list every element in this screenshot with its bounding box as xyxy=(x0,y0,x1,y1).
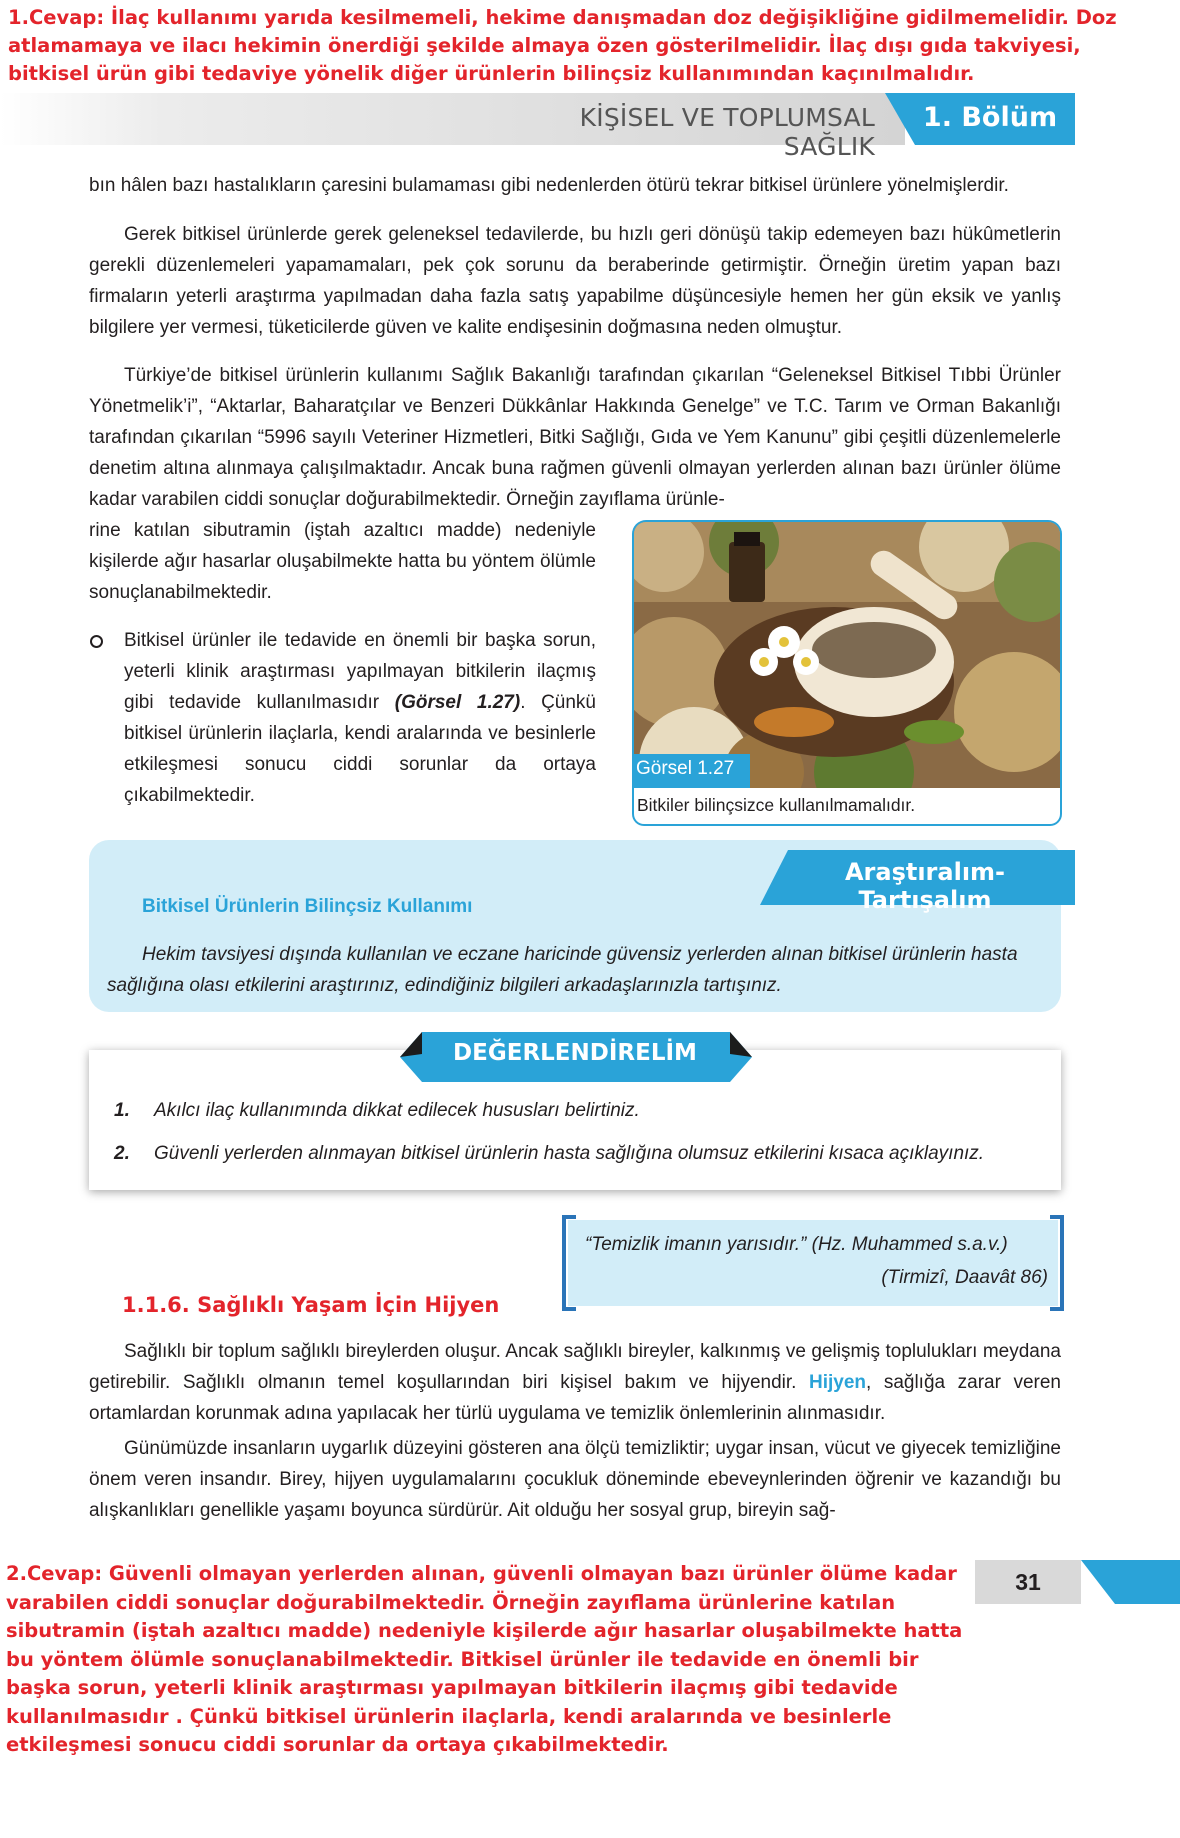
bullet-item xyxy=(89,625,596,811)
evaluation-tab-label: DEĞERLENDİRELİM xyxy=(453,1040,697,1066)
paragraph-1: Gerek bitkisel ürünlerde gerek geleneksel tedavilerde, bu hızlı geri dönüşü takip edemeyen bazı hükûmetlerin gerekli düzenlemeleri yapamamaları, pek çok sorunu da beraberinde getirmiştir. Örneğin üretim yapan bazı firmaların yeterli araştırma yapılmadan daha fazla satış yapabilme düşüncesiyle hemen her gün eksik ve yanlış bilgilere yer vermesi, tüketicilerde güven ve kalite endişesinin doğmasına neden olmuştur. xyxy=(89,224,1061,338)
figure-label: Görsel 1.27 xyxy=(636,758,735,779)
evaluation-item-1-text: Akılcı ilaç kullanımında dikkat edilecek hususları belirtiniz. xyxy=(154,1100,640,1121)
section-paragraph-2: Günümüzde insanların uygarlık düzeyini gösteren ana ölçü temizliktir; uygar insan, vücut ve giyecek temizliğine önem veren insandır. Birey, hijyen uygulamalarını çocukluk döneminde ebeveynlerinden öğrenir ve kazandığı bu alışkanlıkları genellikle yaşamı boyunca sürdürür. Ait olduğu her sosyal grup, bireyin sağ- xyxy=(89,1438,1061,1521)
section-paragraph-1-start: Sağlıklı bir toplum sağlıklı bireylerden oluşur. Ancak sağlıklı bireyler, kalkınmış ve gelişmiş toplulukları meydana getirebilir. Sağlıklı olmanın temel koşullarından biri kişisel bakım ve hijyendir. xyxy=(89,1341,1061,1393)
quote-text: “Temizlik imanın yarısıdır.” (Hz. Muhammed s.a.v.) xyxy=(585,1234,1008,1255)
right-bracket-icon xyxy=(1050,1215,1064,1311)
left-bracket-icon xyxy=(562,1215,576,1311)
quote-box xyxy=(568,1220,1058,1306)
section-heading: 1.1.6. Sağlıklı Yaşam İçin Hijyen xyxy=(122,1293,500,1317)
research-tab-label: Araştıralım-Tartışalım xyxy=(844,858,1006,914)
quote-source: (Tirmizî, Daavât 86) xyxy=(881,1267,1048,1288)
section-paragraph-1-end: , sağlığa zarar veren ortamlardan korunmak adına yapılacak her türlü uygulama ve temizlik önlemlerinin alınmasıdır. xyxy=(89,1372,1061,1424)
bullet-text xyxy=(124,625,596,811)
herbs-mortar-illustration xyxy=(634,522,1062,788)
evaluation-item-2-number: 2. xyxy=(114,1143,130,1164)
page-number: 31 xyxy=(1015,1569,1041,1595)
hollow-circle-bullet-icon xyxy=(90,635,103,648)
figure-caption: Bitkiler bilinçsizce kullanılmamalıdır. xyxy=(632,788,1062,826)
research-text: Hekim tavsiyesi dışında kullanılan ve eczane haricinde güvensiz yerlerden alınan bitkisel ürünlerin hasta sağlığına olası etkilerini araştırınız, edindiğiniz bilgileri arkadaşlarınızla tartışınız. xyxy=(107,944,1018,996)
evaluation-item-2 xyxy=(114,1143,984,1165)
term-hijyen: Hijyen xyxy=(808,1372,866,1393)
paragraph-2: Türkiye’de bitkisel ürünlerin kullanımı Sağlık Bakanlığı tarafından çıkarılan “Geleneksel Bitkisel Tıbbi Ürünler Yönetmelik’i”, “Aktarlar, Baharatçılar ve Benzeri Dükkânlar Hakkında Genelge” ve T.C. Tarım ve Orman Bakanlığı tarafından çıkarılan “5996 sayılı Veteriner Hizmetleri, Bitki Sağlığı, Gıda ve Yem Kanunu” gibi çeşitli düzenlemelerle denetim altına alınmaya çalışılmaktadır. Ancak buna rağmen güvenli olmayan yerlerden alınan bazı ürünler ölüme kadar varabilen ciddi sonuçlar doğurabilmektedir. Örneğin zayıflama ürünle- xyxy=(89,365,1061,510)
paragraph-0: bın hâlen bazı hastalıkların çaresini bulamaması gibi nedenlerden ötürü tekrar bitkisel ürünlere yönelmişlerdir. xyxy=(89,175,1009,196)
figure-reference: (Görsel 1.27) xyxy=(394,692,521,713)
bullet-text-part-2: . Çünkü bitkisel ürünlerin ilaçlarla, kendi aralarında ve besinlerle etkileşmesi sonucu ciddi sorunlar da ortaya çıkabilmektedir. xyxy=(124,692,596,806)
research-title: Bitkisel Ürünlerin Bilinçsiz Kullanımı xyxy=(142,896,473,917)
evaluation-item-2-text: Güvenli yerlerden alınmayan bitkisel ürünlerin hasta sağlığına olumsuz etkilerini kısaca açıklayınız. xyxy=(154,1143,985,1164)
figure-1-27 xyxy=(632,520,1062,826)
herbs-photo xyxy=(632,520,1062,788)
answer-1-text: 1.Cevap: İlaç kullanımı yarıda kesilmemeli, hekime danışmadan doz değişikliğine gidilmemelidir. Doz atlamamaya ve ilacı hekimin önerdiği şekilde almaya özen gösterilmelidir. İlaç dışı gıda takviyesi, bitkisel ürün gibi tedaviye yönelik diğer ürünlerin bilinçsiz kullanımından kaçınılmalıdır. xyxy=(8,6,1117,85)
evaluation-item-1-number: 1. xyxy=(114,1100,130,1121)
chapter-label: 1. Bölüm xyxy=(922,102,1058,133)
answer-2-text: 2.Cevap: Güvenli olmayan yerlerden alınan, güvenli olmayan bazı ürünler ölüme kadar varabilen ciddi sonuçlar doğurabilmektedir. Örneğin zayıflama ürünlerine katılan sibutramin (iştah azaltıcı madde) nedeniyle kişilerde ağır hasarlar oluşabilmekte hatta bu yöntem ölümle sonuçlanabilmektedir. Bitkisel ürünler ile tedavide en önemli bir başka sorun, yeterli klinik araştırması yapılmayan bitkilerin ilaçmış gibi tedavide kullanılmasıdır . Çünkü bitkisel ürünlerin ilaçlarla, kendi aralarında ve besinlerle etkileşmesi sonucu ciddi sorunlar da ortaya çıkabilmektedir. xyxy=(6,1562,963,1756)
bullet-text-part-1: Bitkisel ürünler ile tedavide en önemli bir başka sorun, yeterli klinik araştırması yapılmayan bitkilerin ilaçmış gibi tedavide kullanılmasıdır xyxy=(124,630,596,713)
evaluation-item-1 xyxy=(114,1100,640,1122)
header-title: KİŞİSEL VE TOPLUMSAL SAĞLIK xyxy=(579,103,875,161)
paragraph-2-continued: rine katılan sibutramin (iştah azaltıcı madde) nedeniyle kişilerde ağır hasarlar oluşabilmekte hatta bu yöntem ölümle sonuçlanabilmektedir. xyxy=(89,520,596,603)
section-paragraph-1 xyxy=(89,1336,1061,1429)
